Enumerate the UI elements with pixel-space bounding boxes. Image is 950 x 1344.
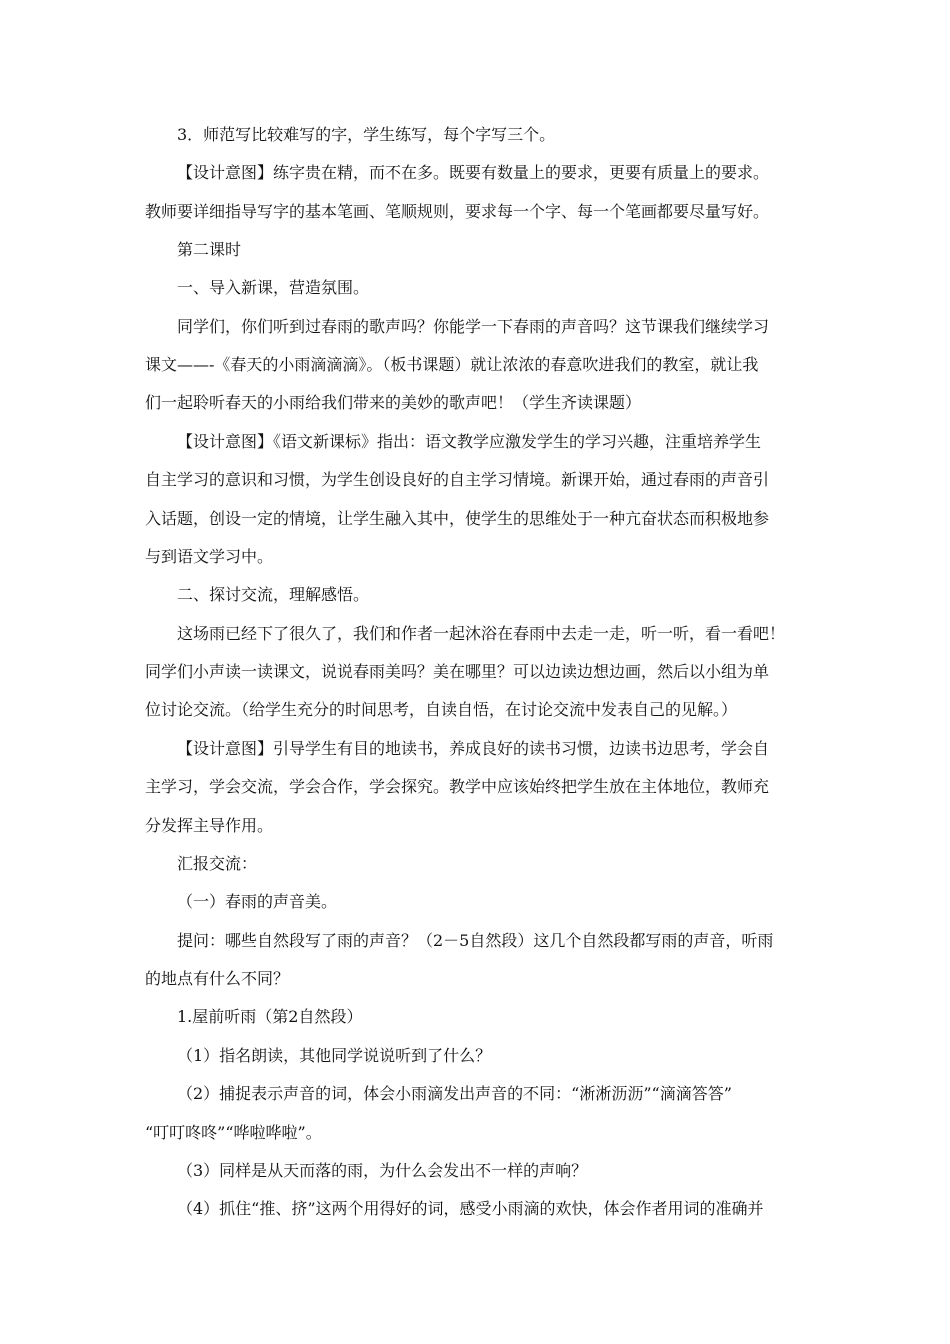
text-line: （3）同样是从天而落的雨，为什么会发出不一样的声响？ xyxy=(177,1161,588,1180)
section-heading: 一、导入新课，营造氛围。 xyxy=(177,278,370,297)
text-line: 提问：哪些自然段写了雨的声音？（2－5自然段）这几个自然段都写雨的声音，听雨 xyxy=(177,931,774,950)
text-line: （1）指名朗读，其他同学说说听到了什么？ xyxy=(177,1046,492,1065)
text-line: 自主学习的意识和习惯，为学生创设良好的自主学习情境。新课开始，通过春雨的声音引 xyxy=(145,470,770,489)
text-line: 的地点有什么不同？ xyxy=(145,969,290,988)
text-line: 位讨论交流。（给学生充分的时间思考，自读自悟，在讨论交流中发表自己的见解。） xyxy=(145,700,738,719)
text-line: 入话题，创设一定的情境，让学生融入其中，使学生的思维处于一种亢奋状态而积极地参 xyxy=(145,509,770,528)
text-line: 分发挥主导作用。 xyxy=(145,816,274,835)
section-heading: 第二课时 xyxy=(177,240,242,259)
section-heading: 二、探讨交流，理解感悟。 xyxy=(177,585,370,604)
text-line: “叮叮咚咚”“哗啦哗啦”。 xyxy=(145,1123,322,1142)
text-line: 同学们，你们听到过春雨的歌声吗？你能学一下春雨的声音吗？这节课我们继续学习 xyxy=(177,317,770,336)
text-line: 【设计意图】《语文新课标》指出：语文教学应激发学生的学习兴趣，注重培养学生 xyxy=(177,432,762,451)
text-line: （一）春雨的声音美。 xyxy=(177,892,338,911)
text-line: 与到语文学习中。 xyxy=(145,547,274,566)
text-line: 同学们小声读一读课文，说说春雨美吗？美在哪里？可以边读边想边画，然后以小组为单 xyxy=(145,662,770,681)
text-line: 【设计意图】引导学生有目的地读书，养成良好的读书习惯，边读书边思考，学会自 xyxy=(177,739,770,758)
text-line: （4）抓住“推、挤”这两个用得好的词，感受小雨滴的欢快，体会作者用词的准确并 xyxy=(177,1199,764,1218)
text-line: 3．师范写比较难写的字，学生练写，每个字写三个。 xyxy=(177,125,556,144)
text-line: 课文——-《春天的小雨滴滴滴》。（板书课题）就让浓浓的春意吹进我们的教室，就让我 xyxy=(145,355,759,374)
text-line: 【设计意图】练字贵在精，而不在多。既要有数量上的要求，更要有质量上的要求。 xyxy=(177,163,770,182)
text-line: 教师要详细指导写字的基本笔画、笔顺规则，要求每一个字、每一个笔画都要尽量写好。 xyxy=(145,202,770,221)
text-line: 主学习，学会交流，学会合作，学会探究。教学中应该始终把学生放在主体地位，教师充 xyxy=(145,777,770,796)
text-line: 这场雨已经下了很久了，我们和作者一起沐浴在春雨中去走一走，听一听，看一看吧！ xyxy=(177,624,786,643)
text-line: 汇报交流： xyxy=(177,854,258,873)
text-line: 1.屋前听雨（第2自然段） xyxy=(177,1007,363,1026)
text-line: （2）捕捉表示声音的词，体会小雨滴发出声音的不同：“淅淅沥沥”“滴滴答答” xyxy=(177,1084,732,1103)
text-line: 们一起聆听春天的小雨给我们带来的美妙的歌声吧！（学生齐读课题） xyxy=(145,393,642,412)
